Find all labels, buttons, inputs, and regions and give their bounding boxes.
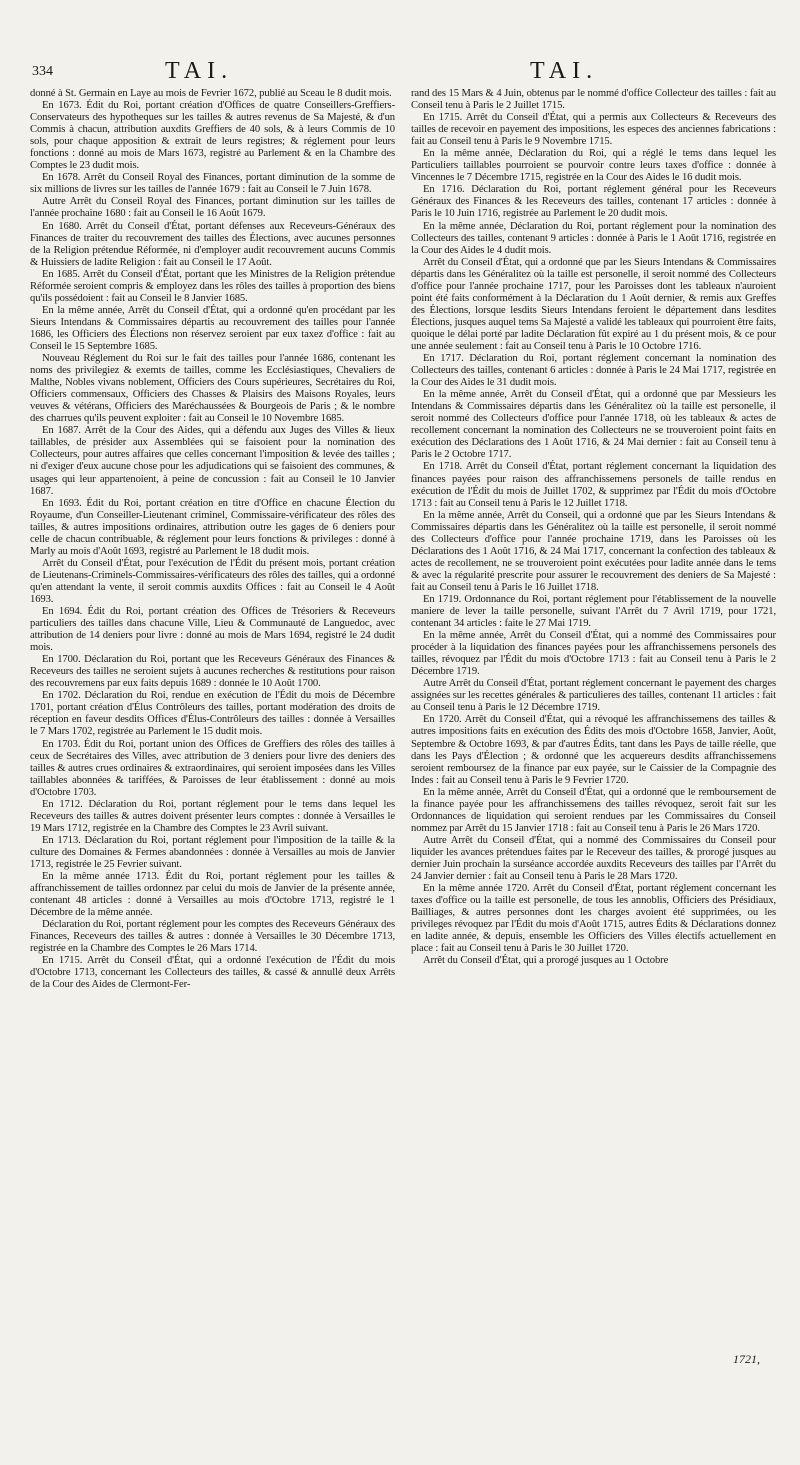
paragraph: En 1687. Arrêt de la Cour des Aides, qui a défendu aux Juges des Villes & lieux taillables, de présider aux Assemblées qui se faisoient pour la nomination des Collecteurs, pour autres affaires que celles concernant l'imposition & levée des tailles ; ni d'exiger d'eux aucune chose pour les adjudications qui se faisoient des communes, & usages qui leur appartenoient, à peine de concussion : fait au Conseil le 10 Janvier 1687. — [30, 425, 395, 497]
paragraph: Arrêt du Conseil d'État, pour l'exécution de l'Édit du présent mois, portant création de Lieutenans-Criminels-Commissaires-vérificateurs des rôles des tailles, qui a ordonné qu'en attendant la vente, il seroit commis auxdits Offices : fait au Conseil le 4 Août 1693. — [30, 557, 395, 605]
paragraph: En 1702. Déclaration du Roi, rendue en exécution de l'Édit du mois de Décembre 1701, portant création d'Élus Contrôleurs des tailles, portant modération des droits de réception en faveur desdits Offices d'Élus-Contrôleurs des tailles : donnée à Versailles le 7 Mars 1702, registrée au Parlement le 15 dudit mois. — [30, 690, 395, 738]
page-header — [0, 58, 800, 86]
running-head-right: TAI. — [530, 58, 599, 84]
paragraph: En 1717. Déclaration du Roi, portant réglement concernant la nomination des Collecteurs des tailles, contenant 6 articles : donnée à Paris le 24 Mai 1717, registrée en la Cour des Aides le 31 dudit mois. — [411, 353, 776, 389]
paragraph: En la même année, Arrêt du Conseil d'État, qui a ordonné que par Messieurs les Intendans & Commissaires départis dans les Généralitez où la taille est personelle, il seroit nommé des Collecteurs d'office pour l'année 1718, où les tableaux & actes de recollement concernant la nomination des Collecteurs ne se trouveroient point faits en exécution des Déclarations des 1 Août 1716, & 24 Mai dernier : fait au Conseil tenu à Paris le 2 Octobre 1717. — [411, 389, 776, 461]
paragraph: En 1718. Arrêt du Conseil d'État, portant réglement concernant la liquidation des finances payées pour raison des affranchissemens personels de taille rendus en exécution de l'Édit du mois de Juillet 1702, & supprimez par l'Édit du mois d'Octobre 1713 : fait au Conseil tenu à Paris le 12 Juillet 1718. — [411, 461, 776, 509]
paragraph: donné à St. Germain en Laye au mois de Fevrier 1672, publié au Sceau le 8 dudit mois. — [30, 88, 392, 99]
paragraph: En 1678. Arrêt du Conseil Royal des Finances, portant diminution de la somme de six millions de livres sur les tailles de l'année 1679 : fait au Conseil le 7 Juin 1678. — [30, 172, 395, 196]
paragraph: En 1685. Arrêt du Conseil d'État, portant que les Ministres de la Religion prétendue Réformée seroient compris & employez dans les rôles des tailles à proportion des biens qu'ils possédoient : fait au Conseil le 8 Janvier 1685. — [30, 268, 395, 304]
paragraph: En 1720. Arrêt du Conseil d'État, qui a révoqué les affranchissemens des tailles & autres impositions faits en exécution des Édits des mois d'Octobre 1658, Janvier, Août, Septembre & Octobre 1693, & par d'autres Édits, tant dans les Pays de taille réelle, que dans les Pays d'Élection ; & ordonné que les acquereurs desdits affranchissemens seroient remboursez de la finance par eux payée, sur le Caissier de la Compagnie des Indes : fait au Conseil tenu à Paris le 9 Fevrier 1720. — [411, 714, 776, 786]
paragraph: En 1713. Déclaration du Roi, portant réglement pour l'imposition de la taille & la culture des Domaines & Fermes abandonnées : donnée à Versailles au mois de Janvier 1713, registrée le 25 Fevrier suivant. — [30, 834, 395, 870]
catchword: 1721, — [733, 1352, 760, 1366]
paragraph: Autre Arrêt du Conseil d'État, qui a nommé des Commissaires du Conseil pour liquider les avances prétendues faites par le Receveur des tailles, & prorogé jusques au dernier Juin prochain la surséance accordée auxdits Receveurs des tailles par l'Arrêt du 24 Janvier dernier : fait au Conseil tenu à Paris le 28 Mars 1720. — [411, 834, 776, 883]
paragraph: En la même année, Arrêt du Conseil, qui a ordonné que par les Sieurs Intendans & Commissaires départis dans les Généralitez où la taille est personelle, il seroit nommé des Collecteurs d'office pour l'année prochaine 1719, dans les Paroisses où les Déclarations des 1 Août 1716, & 24 Mai 1717, concernant la confection des tableaux & actes de recollement, ne se trouveroient point exécutées pour ladite année dans le tems & avec la régularité prescrite pour assurer le recouvrement des deniers de Sa Majesté : fait au Conseil tenu à Paris le 16 Juillet 1718. — [411, 509, 776, 593]
paragraph: En 1715. Arrêt du Conseil d'État, qui a permis aux Collecteurs & Receveurs des tailles de recevoir en payement des impositions, les especes des anciennes fabrications : fait au Conseil tenu à Paris le 9 Novembre 1715. — [411, 112, 776, 148]
paragraph: En la même année, Arrêt du Conseil d'État, qui a ordonné qu'en procédant par les Sieurs Intendans & Commissaires départis au recouvrement des tailles pour l'année 1686, les Officiers des Élections non réservez seroient par eux taxez d'office : fait au Conseil le 15 Septembre 1685. — [30, 304, 395, 352]
paragraph: En la même année, Déclaration du Roi, portant réglement pour la nomination des Collecteurs des tailles, contenant 9 articles : donnée à Paris le 1 Août 1716, registrée en la Cour des Aides le 4 dudit mois. — [411, 220, 776, 256]
paragraph: En la même année 1713. Édit du Roi, portant réglement pour les tailles & affranchissement de tailles ordonnez par celui du mois de Janvier de la présente année, contenant 48 articles : donné à Versailles au mois d'Octobre 1713, registré le 1 Décembre de la même année. — [30, 871, 395, 919]
paragraph: En 1719. Ordonnance du Roi, portant réglement pour l'établissement de la nouvelle maniere de lever la taille personelle, suivant l'Arrêt du 7 Avril 1719, pour 1721, contenant 34 articles : faite le 27 Mai 1719. — [411, 593, 776, 630]
left-column — [30, 88, 395, 1428]
running-head-left: TAI. — [165, 58, 234, 84]
paragraph: En la même année, Déclaration du Roi, qui a réglé le tems dans lequel les Particuliers taillables pourroient se pourvoir contre leurs taxes d'office : donnée à Vincennes le 7 Décembre 1715, registrée en la Cour des Aides le 16 dudit mois. — [411, 148, 776, 184]
paragraph: Arrêt du Conseil d'État, qui a prorogé jusques au 1 Octobre — [423, 955, 669, 967]
paragraph: Autre Arrêt du Conseil Royal des Finances, portant diminution sur les tailles de l'année prochaine 1680 : fait au Conseil le 16 Août 1679. — [30, 196, 395, 220]
paragraph: En la même année 1720. Arrêt du Conseil d'État, portant réglement concernant les taxes d'office ou la taille est personelle, de tous les annoblis, Officiers des Présidiaux, Bailliages, & autres personnes dont les charges avoient été supprimées, ou les privileges révoquez par l'Édit du mois d'Août 1715, autres Édits & Déclarations donnez en ladite année, & depuis, ensemble les Officiers des Villes électifs actuellement en place : fait au Conseil tenu à Paris le 30 Juillet 1720. — [411, 883, 776, 955]
paragraph: Nouveau Réglement du Roi sur le fait des tailles pour l'année 1686, contenant les noms des privilegiez & exemts de tailles, comme les Ecclésiastiques, Chevaliers de Malthe, Nobles vivans noblement, Officiers des Cours supérieures, Secrétaires du Roi, Officiers commensaux, Officiers des Chasses & Plaisirs des Maisons Royales, leurs veuves & vétérans, Officiers des Maréchaussées & Bourgeois de Paris ; & le nombre des charrues qu'ils peuvent exploiter : fait au Conseil le 10 Novembre 1685. — [30, 353, 395, 425]
paragraph: En 1700. Déclaration du Roi, portant que les Receveurs Généraux des Finances & Receveurs des tailles ne seroient sujets à aucunes recherches & restitutions pour raison des recouvremens par eux faits depuis 1689 : donnée le 10 Août 1700. — [30, 654, 395, 690]
text-columns — [30, 88, 776, 1428]
paragraph: En 1715. Arrêt du Conseil d'État, qui a ordonné l'exécution de l'Édit du mois d'Octobre 1713, concernant les Collecteurs des tailles, & cassé & annullé deux Arrêts de la Cour des Aides de Clermont-Fer- — [30, 955, 395, 991]
paragraph: En 1716. Déclaration du Roi, portant réglement général pour les Receveurs Généraux des Finances & les Receveurs des tailles, contenant 17 articles : donnée à Paris le 10 Juin 1716, registrée au Parlement le 20 dudit mois. — [411, 184, 776, 220]
paragraph: En 1703. Édit du Roi, portant union des Offices de Greffiers des rôles des tailles à ceux de Secrétaires des Villes, avec attribution de 3 deniers pour livre des deniers des tailles & autres crues ordinaires & extraordinaires, qui seroient imposées dans les Villes taillables abonnées & tariffées, & Paroisses de leur établissement : donné au mois d'Octobre 1703. — [30, 738, 395, 798]
paragraph: En 1694. Édit du Roi, portant création des Offices de Trésoriers & Receveurs particuliers des tailles dans chacune Ville, Lieu & Communauté de Languedoc, avec attribution de 14 deniers pour livre : donné au mois de Mars 1694, registré le 24 dudit mois. — [30, 606, 395, 654]
paragraph: Déclaration du Roi, portant réglement pour les comptes des Receveurs Généraux des Finances, Receveurs des tailles & autres : donnée à Versailles le 30 Décembre 1713, registrée en la Chambre des Comptes le 26 Mars 1714. — [30, 919, 395, 955]
page-number: 334 — [32, 64, 53, 79]
paragraph: En 1680. Arrêt du Conseil d'État, portant défenses aux Receveurs-Généraux des Finances de traiter du recouvrement des tailles des Élections, avec aucunes personnes de la Religion prétendue Réformée, ni d'employer audit recouvrement aucuns Commis & Huissiers de ladite Religion : fait au Conseil le 17 Août. — [30, 220, 395, 268]
paragraph: Arrêt du Conseil d'État, qui a ordonné que par les Sieurs Intendans & Commissaires départis dans les Généralitez où la taille est personelle, il seroit nommé des Collecteurs d'office pour l'année prochaine 1717, pour les Paroisses dont les tableaux n'auroient point été faits conformément à la Déclaration du 1 Août dernier, & remis aux Greffes des Élections, lorsque lesdits Sieurs Intendans feroient le département dans lesdites Élections, jusques auquel tems Sa Majesté a validé les tableaux qui pourroient être faits, quoique le délai porté par ladite Déclaration fût expiré au 1 du présent mois, & ce pour une année seulement : fait au Conseil tenu à Paris le 10 Octobre 1716. — [411, 256, 776, 352]
paragraph: En 1712. Déclaration du Roi, portant réglement pour le tems dans lequel les Receveurs des tailles & autres doivent présenter leurs comptes : donnée à Versailles le 19 Mars 1712, registrée en la Chambre des Comptes le 23 Avril suivant. — [30, 798, 395, 834]
paragraph: En 1673. Édit du Roi, portant création d'Offices de quatre Conseillers-Greffiers-Conservateurs des hypotheques sur les tailles & autres revenus de Sa Majesté, & d'un Commis à chacun, attribution auxdits Greffiers de 40 sols, & à leurs Commis de 10 sols, pour chaque apposition & extrait de leurs registres; & réglement pour leurs fonctions : donné au mois de Mars 1673, registré au Parlement & en la Chambre des Comptes le 23 dudit mois. — [30, 100, 395, 172]
paragraph: En la même année, Arrêt du Conseil d'État, qui a nommé des Commissaires pour procéder à la liquidation des finances payées pour les affranchissemens personels des tailles, révoquez par l'Édit du mois d'Octobre 1713 : fait au Conseil tenu à Paris le 2 Décembre 1719. — [411, 630, 776, 678]
paragraph: En la même année, Arrêt du Conseil d'État, qui a ordonné que le remboursement de la finance payée pour les affranchissemens des tailles révoquez, seroit fait sur les Ordonnances de liquidation qui seroient rendues par les Commissaires du Conseil nommez par Arrêt du 15 Janvier 1718 : fait au Conseil tenu à Paris le 26 Mars 1720. — [411, 786, 776, 834]
paragraph: rand des 15 Mars & 4 Juin, obtenus par le nommé d'office Collecteur des tailles : fait au Conseil tenu à Paris le 2 Juillet 1715. — [411, 88, 776, 112]
paragraph: En 1693. Édit du Roi, portant création en titre d'Office en chacune Élection du Royaume, d'un Conseiller-Lieutenant criminel, Commissaire-vérificateur des rôles des tailles, & autres impositions ordinaires, attribution outre les gages de 6 deniers pour celle de chacun contribuable, & réglement pour leurs fonctions & privileges : donné à Marly au mois d'Août 1693, registré au Parlement le 18 dudit mois. — [30, 497, 395, 557]
paragraph: Autre Arrêt du Conseil d'État, portant réglement concernant le payement des charges assignées sur les recettes générales & particulieres des tailles, contenant 11 articles : fait au Conseil tenu à Paris le 12 Décembre 1719. — [411, 678, 776, 714]
right-column — [411, 88, 776, 1428]
